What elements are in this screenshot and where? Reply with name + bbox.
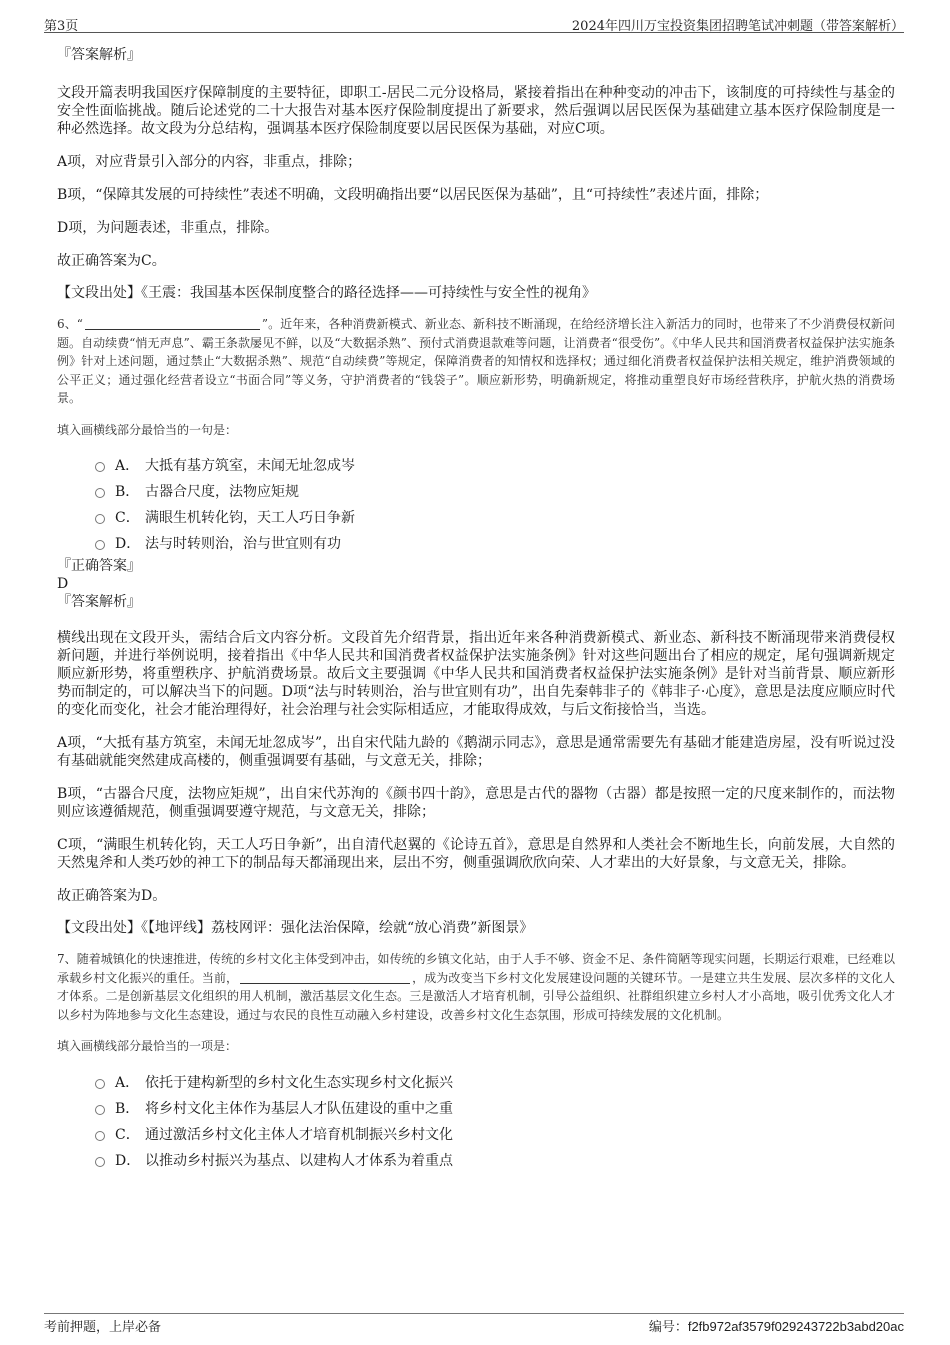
radio-icon[interactable] <box>95 488 105 498</box>
footer-motto: 考前押题，上岸必备 <box>44 1320 162 1335</box>
q6-conclusion: 故正确答案为D。 <box>57 888 167 904</box>
q6-correct-answer: D <box>57 576 69 592</box>
radio-icon[interactable] <box>95 462 105 472</box>
option-letter: C． <box>115 1126 140 1143</box>
option-text: 满眼生机转化钧，天工人巧日争新 <box>145 510 355 526</box>
footer-code-label: 编号： <box>648 1319 688 1334</box>
page-footer <box>44 1313 904 1336</box>
document-title: 2024年四川万宝投资集团招聘笔试冲刺题（带答案解析） <box>571 19 904 34</box>
radio-icon[interactable] <box>95 514 105 524</box>
q7-option-d[interactable] <box>95 1148 895 1174</box>
q7-stem-before: 7、随着城镇化的快速推进，传统的乡村文化主体受到冲击，如传统的乡镇文化站，由于人手不够、资金不足、条件简陋等现实问题，长期运行艰难，已经难以承载乡村文化振兴的重任。当前， <box>57 952 895 985</box>
option-letter: A． <box>115 1074 140 1091</box>
option-text: 通过激活乡村文化主体人才培育机制振兴乡村文化 <box>145 1126 453 1143</box>
q6-analysis-body: 横线出现在文段开头，需结合后文内容分析。文段首先介绍背景，指出近年来各种消费新模式、新业态、新科技不断涌现带来消费侵权新问题，并进行举例说明，接着指出《中华人民共和国消费者权益保护法实施条例》针对这些问题出台了相应的规定，尾句强调新规定顺应新形势，将重塑秩序、护航消费场景。故后文主要强调《中华人民共和国消费者权益保护法实施条例》是针对当前背景、顺应新形势而制定的，可以解决当下的问题。D项“法与时转则治，治与世宜则有功”，出自先秦韩非子的《韩非子·心度》，意思是法度应顺应时代的变化而变化，社会才能治理得好，社会治理与社会实际相适应，才能取得成效，与后文衔接恰当，当选。 <box>57 630 895 718</box>
q6-prompt: 填入画横线部分最恰当的一句是： <box>57 422 238 437</box>
option-letter: D． <box>115 1152 141 1169</box>
q5-source: 【文段出处】《王震：我国基本医保制度整合的路径选择——可持续性与安全性的视角》 <box>57 285 596 301</box>
radio-icon[interactable] <box>95 1079 105 1089</box>
q6-source: 【文段出处】《【地评线】荔枝网评：强化法治保障，绘就“放心消费”新图景》 <box>57 920 534 936</box>
q5-analysis-body: 文段开篇表明我国医疗保障制度的主要特征，即职工-居民二元分设格局，紧接着指出在种种变动的冲击下，该制度的可持续性与基金的安全性面临挑战。随后论述党的二十大报告对基本医疗保险制度提出了新要求，然后强调以居民医保为基础建立基本医疗保险制度是一种必然选择。故文段为分总结构，强调基本医疗保险制度要以居民医保为基础，对应C项。 <box>57 85 895 137</box>
option-letter: B． <box>115 484 140 500</box>
radio-icon[interactable] <box>95 1157 105 1167</box>
q6-option-a[interactable] <box>95 453 895 479</box>
radio-icon[interactable] <box>95 1131 105 1141</box>
footer-code <box>649 1316 904 1335</box>
q6-option-c[interactable] <box>95 505 895 531</box>
option-text: 以推动乡村振兴为基点、以建构人才体系为着重点 <box>145 1152 453 1169</box>
option-text: 将乡村文化主体作为基层人才队伍建设的重中之重 <box>145 1100 453 1117</box>
q6-stem-body: ”。近年来，各种消费新模式、新业态、新科技不断涌现，在给经济增长注入新活力的同时，也带来了不少消费侵权新问题。自动续费“悄无声息”、霸王条款屡见不鲜，以及“大数据杀熟”、预付式消费退款难等问题，让消费者“很受伤”。《中华人民共和国消费者权益保护法实施条例》针对上述问题，通过禁止“大数据杀熟”、规范“自动续费”等规定，保障消费者的知情权和选择权；通过细化消费者权益保护法相关规定，维护消费领域的公平正义；通过强化经营者设立“书面合同”等义务，守护消费者的“钱袋子”。顺应新形势，明确新规定，将推动重塑良好市场经营秩序，护航火热的消费场景。 <box>57 317 895 405</box>
option-text: 依托于建构新型的乡村文化生态实现乡村文化振兴 <box>145 1074 453 1091</box>
q5-option-d-note: D项，为问题表述，非重点，排除。 <box>57 220 279 236</box>
q7-blank <box>240 971 410 984</box>
main-content <box>57 40 895 1174</box>
radio-icon[interactable] <box>95 540 105 550</box>
q5-analysis-title: 『答案解析』 <box>57 47 141 63</box>
q7-stem <box>57 950 895 1024</box>
q6-stem-prefix: 6、“ <box>57 317 83 331</box>
q6-blank <box>85 317 260 330</box>
option-letter: C． <box>115 510 140 526</box>
option-letter: A． <box>115 458 140 474</box>
q6-option-a-note: A项，“大抵有基方筑室，未闻无址忽成岑”，出自宋代陆九龄的《鹅湖示同志》，意思是通常需要先有基础才能建造房屋，没有听说过没有基础就能突然建成高楼的，侧重强调要有基础，与文意无关，排除； <box>57 735 895 769</box>
q6-correct-title: 『正确答案』 <box>57 558 141 574</box>
q6-option-d[interactable] <box>95 531 895 557</box>
option-letter: D． <box>115 536 141 552</box>
page-number: 第3页 <box>44 19 79 34</box>
q7-prompt: 填入画横线部分最恰当的一项是： <box>57 1039 238 1053</box>
option-text: 法与时转则治，治与世宜则有功 <box>145 536 341 552</box>
q6-option-b-note: B项，“古器合尺度，法物应矩规”，出自宋代苏洵的《颜书四十韵》，意思是古代的器物（古器）都是按照一定的尺度来制作的，而法物则应该遵循规范，侧重强调要遵守规范，与文意无关，排除； <box>57 786 895 820</box>
q7-option-c[interactable] <box>95 1122 895 1148</box>
q5-option-a-note: A项，对应背景引入部分的内容，非重点，排除； <box>57 154 362 170</box>
q6-option-b[interactable] <box>95 479 895 505</box>
option-text: 古器合尺度，法物应矩规 <box>145 484 299 500</box>
q7-stem-after: ，成为改变当下乡村文化发展建设问题的关键环节。一是建立共生发展、层次多样的文化人才体系。二是创新基层文化组织的用人机制，激活基层文化生态。三是激活人才培育机制，引导公益组织、社群组织建立乡村人才小高地，吸引优秀文化人才以乡村为阵地参与文化生态建设，通过与农民的良性互动融入乡村建设，改善乡村文化生态氛围，形成可持续发展的文化机制。 <box>57 970 895 1022</box>
q5-conclusion: 故正确答案为C。 <box>57 253 166 269</box>
option-text: 大抵有基方筑室，未闻无址忽成岑 <box>145 458 355 474</box>
q5-option-b-note: B项，“保障其发展的可持续性”表述不明确，文段明确指出要“以居民医保为基础”，且“可持续性”表述片面，排除； <box>57 187 769 203</box>
q6-stem <box>57 315 895 408</box>
q7-option-b[interactable] <box>95 1096 895 1122</box>
page-header <box>44 12 904 33</box>
option-letter: B． <box>115 1100 140 1117</box>
radio-icon[interactable] <box>95 1105 105 1115</box>
q6-option-c-note: C项，“满眼生机转化钧，天工人巧日争新”，出自清代赵翼的《论诗五首》，意思是自然界和人类社会不断地生长，向前发展，大自然的天然鬼斧和人类巧妙的神工下的制品每天都涌现出来，层出不穷，侧重强调欣欣向荣、人才辈出的大好景象，与文意无关，排除。 <box>57 837 895 871</box>
q6-options <box>57 453 895 557</box>
q7-options <box>57 1070 895 1174</box>
q6-analysis-title: 『答案解析』 <box>57 594 141 610</box>
q7-option-a[interactable] <box>95 1070 895 1096</box>
footer-code-value: f2fb972af3579f029243722b3abd20ac <box>687 1319 904 1334</box>
